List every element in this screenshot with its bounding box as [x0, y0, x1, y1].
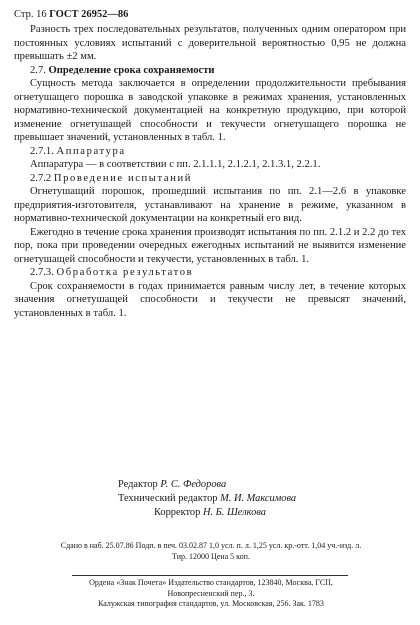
imprint-line: Сдано в наб. 25.07.86 Подп. в печ. 03.02.87 1,0 усл. п. л. 1,25 усл. кр.-отт. 1,04 уч.-изд. л. — [60, 541, 362, 550]
paragraph-testing: Огнетушащий порошок, прошедший испытания по пп. 2.1—2.6 в упаковке предприятия-изготовителя, устанавливают на хранение в режиме, указанном в нормативно-технической документации на конкретный его вид. — [14, 186, 406, 224]
section-2-7-3-heading — [14, 266, 406, 280]
credit-tech-editor — [118, 492, 296, 505]
page-header — [14, 9, 128, 20]
credit-name: Н. Б. Шелкова — [202, 507, 266, 518]
paragraph-annual-tests: Ежегодно в течение срока хранения производят испытания по пп. 2.1.2 и 2.2 до тех пор, пока при проведении очередных ежегодных испытаний не выявится изменение огнетушащей способности и текучести, установленных в табл. 1. — [14, 226, 406, 265]
document-body — [14, 23, 406, 320]
section-number: 2.7. — [30, 64, 46, 76]
credit-role: Редактор — [118, 479, 158, 490]
section-title: Определение срока сохраняемости — [48, 64, 215, 76]
section-title: Аппаратура — [56, 145, 126, 157]
footer-line: Ордена «Знак Почета» Издательство стандартов, 123840, Москва, ГСП, — [89, 578, 333, 587]
section-number: 2.7.2 — [30, 172, 52, 184]
section-number: 2.7.3. — [30, 267, 54, 278]
standard-code: ГОСТ 26952—86 — [49, 9, 129, 20]
imprint-block — [8, 541, 414, 562]
footer-line: Новопресненский пер., 3. — [167, 588, 255, 598]
section-2-7-1-heading — [14, 145, 406, 159]
divider — [72, 575, 348, 576]
imprint-line: Тир. 12000 Цена 5 коп. — [172, 551, 250, 561]
section-number: 2.7.1. — [30, 145, 54, 157]
section-2-7-2-heading — [14, 172, 406, 186]
page-label: Стр. 16 — [14, 9, 47, 20]
paragraph-repeatability: Разность трех последовательных результатов, полученных одним оператором при постоянных условиях испытаний с доверительной вероятностью 0,95 не должна превышать ±2 мм. — [14, 24, 406, 62]
credit-editor — [118, 478, 226, 491]
credit-corrector — [154, 506, 266, 519]
credit-name: М. И. Максимова — [220, 493, 297, 504]
section-title: Проведение испытаний — [53, 172, 192, 184]
credit-name: Р. С. Федорова — [160, 479, 227, 490]
publisher-footer — [8, 578, 414, 610]
paragraph-results: Срок сохраняемости в годах принимается равным числу лет, в течение которых значения огнетушащей способности и текучести не превысят значений, установленных в табл. 1. — [14, 280, 406, 319]
section-2-7-heading — [14, 64, 406, 78]
section-title: Обработка результатов — [56, 267, 194, 278]
paragraph-method-essence: Сущность метода заключается в определении продолжительности пребывания огнетушащего порошка в заводской упаковке в режимах хранения, установленных нормативно-технической документацией на конкретную продукцию, при которой изменение огнетушащей способности и текучести огнетушащего порошка не превышает значений, установленных в табл. 1. — [14, 78, 406, 143]
paragraph-apparatus: Аппаратура — в соответствии с пп. 2.1.1.1, 2.1.2.1, 2.1.3.1, 2.2.1. — [30, 159, 321, 170]
footer-line: Калужская типография стандартов, ул. Московская, 256. Зак. 1783 — [98, 599, 324, 608]
credit-role: Технический редактор — [118, 493, 218, 504]
credit-role: Корректор — [154, 507, 201, 518]
